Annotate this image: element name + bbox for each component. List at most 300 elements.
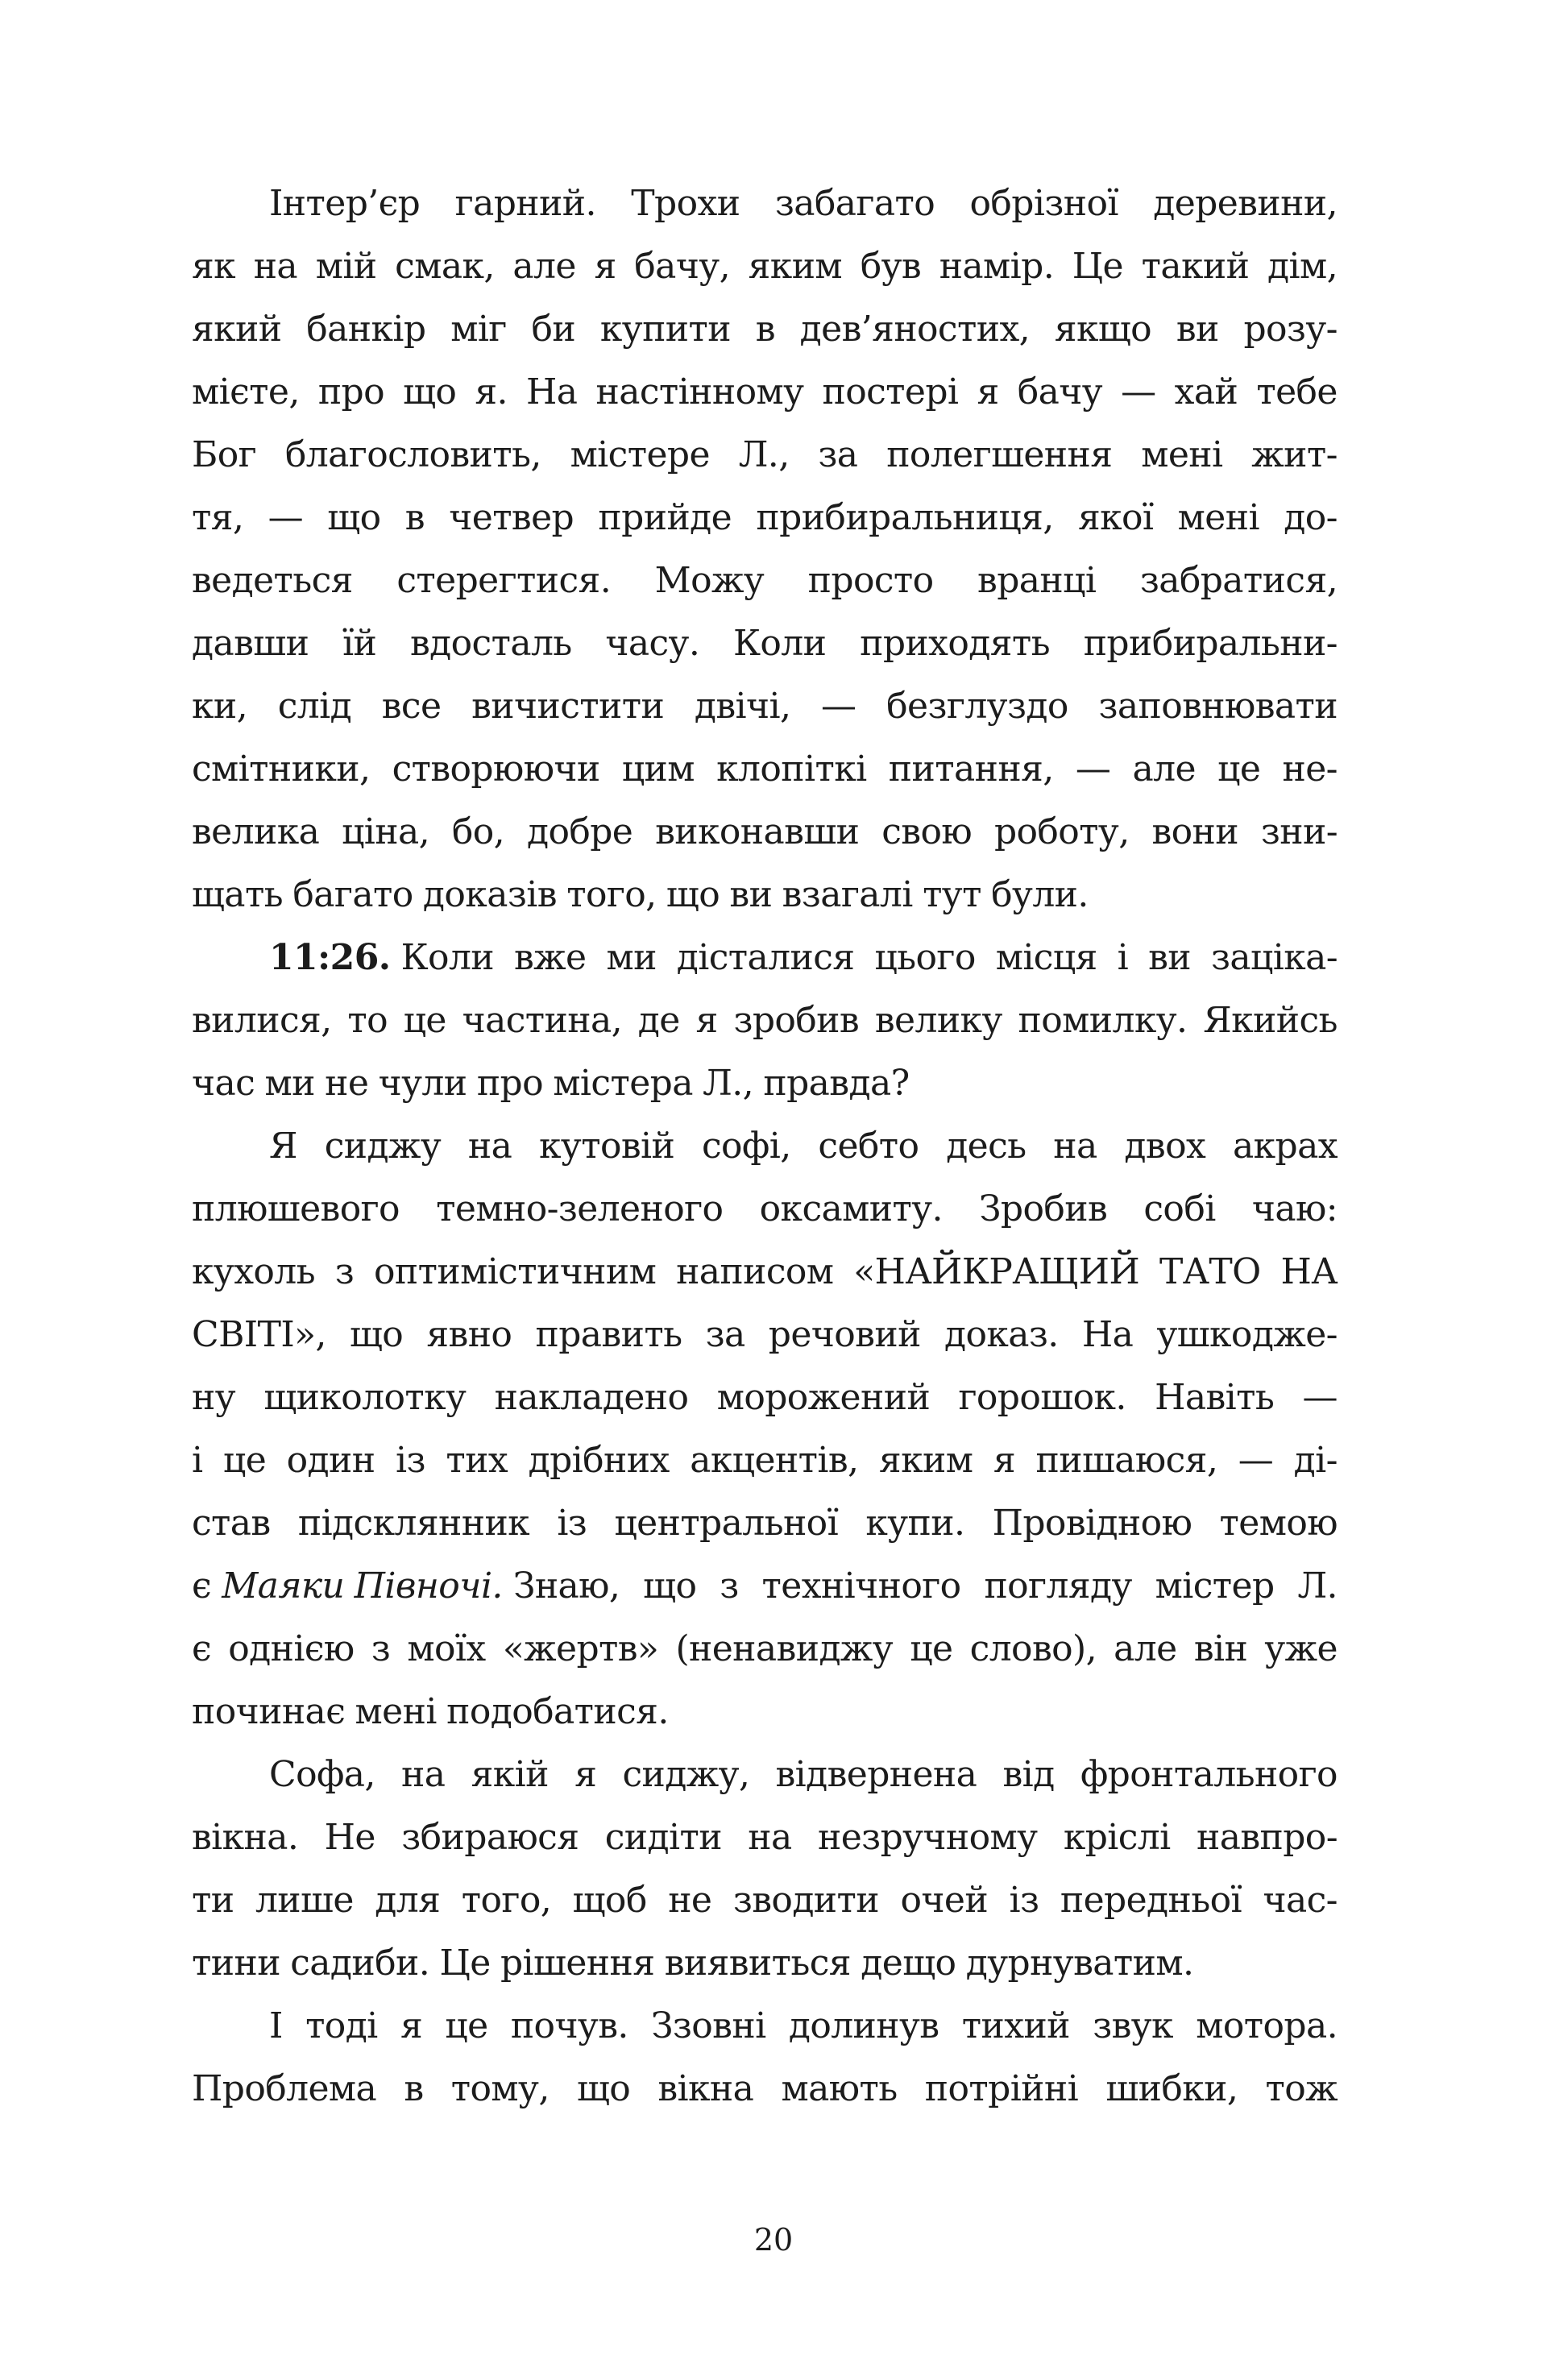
text-line [192,2058,1338,2121]
text-word: хай [1174,371,1238,413]
text-word: Я [269,1126,297,1167]
text-word: пишаюся, [1035,1440,1218,1481]
text-word: вичистити [471,686,665,727]
text-word: плюшевого [192,1188,400,1229]
text-word: двічі, [694,686,791,727]
text-word: велику [874,1000,1002,1041]
text-word: дещо [861,1943,956,1984]
text-word: темою [1219,1503,1338,1544]
text-word: але [512,246,576,287]
text-line [192,487,1338,549]
text-line [192,1618,1338,1681]
text-word: фронтального [1080,1754,1338,1795]
text-word: часу. [605,623,700,664]
text-word: зводити [732,1880,880,1921]
text-word: для [375,1880,441,1921]
text-word: я. [475,371,508,413]
text-word: він [1193,1628,1248,1669]
text-word: вилися, [192,1000,332,1041]
text-word: акцентів, [690,1440,859,1481]
text-word: тини [192,1943,280,1984]
text-word: Знаю, [513,1565,620,1607]
text-word: НА [1280,1251,1338,1292]
text-word: відвернена [775,1754,977,1795]
text-word: тут [923,874,981,915]
text-word: однією [228,1628,355,1669]
text-word: вранці [977,560,1097,601]
text-word: — [268,497,303,538]
text-word: за [705,1314,745,1355]
text-word: «НАЙКРАЩИЙ [853,1251,1140,1292]
text-word: Ззовні [651,2005,766,2046]
text-word: вже [514,937,587,978]
text-word: смак, [395,246,495,287]
text-line [192,675,1338,738]
text-word: в [404,497,425,538]
text-word: із [396,1440,425,1481]
text-word: не [668,1880,712,1921]
paragraph-3 [192,1115,1338,1744]
text-word: правда? [763,1063,910,1104]
text-word: розу- [1243,309,1338,350]
text-word: ви [1148,937,1192,978]
text-word: шибки, [1105,2068,1238,2109]
text-word: з [720,1565,739,1607]
text-word: зни- [1260,811,1338,852]
text-word: є [192,1628,212,1669]
text-word: містере [570,434,710,475]
text-word: просто [807,560,934,601]
text-line [192,1241,1338,1304]
text-word: що [576,2068,631,2109]
text-word: про [476,1063,543,1104]
text-word: починає [192,1691,346,1732]
text-word: навпро- [1196,1817,1338,1858]
text-word: моїх [407,1628,486,1669]
text-word: ведеться [192,560,353,601]
text-word: давши [192,623,309,664]
text-word: Бог [192,434,257,475]
text-word: Не [324,1817,375,1858]
text-word: містер [1155,1565,1275,1607]
text-word: Можу [654,560,765,601]
text-line [192,1932,1338,1995]
text-word: ти [192,1880,234,1921]
text-word: собі [1143,1188,1216,1229]
text-word: Зробив [979,1188,1108,1229]
text-word: мені [355,1691,437,1732]
text-word: але [1132,748,1196,790]
text-word: створюючи [392,748,600,790]
text-word: себто [818,1126,919,1167]
text-line [192,612,1338,675]
text-word: забратися, [1139,560,1338,601]
text-word: від [1002,1754,1055,1795]
text-word: речовий [768,1314,921,1355]
text-word: рішення [500,1943,655,1984]
text-word: ви [1176,309,1219,350]
text-word: прийде [598,497,732,538]
text-word: ми [606,937,657,978]
text-word: полегшення [886,434,1113,475]
text-word: де [637,1000,680,1041]
text-word: (ненавиджу [675,1628,894,1669]
text-word: якій [471,1754,549,1795]
text-line [192,361,1338,424]
text-word: настінному [595,371,804,413]
text-word: дев’яностих, [799,309,1031,350]
text-word: що [666,874,720,915]
text-word: На [526,371,578,413]
text-word: міг [450,309,507,350]
text-line [192,864,1338,927]
text-word: на [1053,1126,1097,1167]
text-word: долинув [788,2005,939,2046]
text-word: бачу, [634,246,730,287]
text-word: уже [1264,1628,1338,1669]
text-word: прибиральни- [1083,623,1338,664]
text-word: вікна. [192,1817,299,1858]
text-word: благословить, [284,434,541,475]
text-word: дісталися [676,937,855,978]
text-word: вікна [657,2068,754,2109]
paragraph-2 [192,927,1338,1115]
timestamp: 11:26. [269,937,391,978]
text-word: були. [991,874,1089,915]
text-word: морожений [716,1377,931,1418]
text-word: чули [378,1063,467,1104]
text-word: я [574,1754,597,1795]
text-line [192,298,1338,361]
text-word: прибиральниця, [756,497,1054,538]
text-word: я [400,2005,423,2046]
text-word: Л., [703,1063,754,1104]
text-word: сиджу, [622,1754,750,1795]
body-text [192,172,1338,2121]
text-word: явно [426,1314,512,1355]
text-word: ціна, [342,811,430,852]
text-word: це [223,1440,267,1481]
text-word: виявиться [664,1943,851,1984]
text-line [192,1869,1338,1932]
text-word: кріслі [1063,1817,1171,1858]
text-word: тому, [450,2068,550,2109]
text-word: гарний. [454,183,596,224]
text-word: заціка- [1211,937,1338,978]
text-word: чаю: [1251,1188,1338,1229]
text-word: того, [566,874,657,915]
text-line [192,1366,1338,1429]
text-line [192,1178,1338,1241]
text-word: на [253,246,298,287]
text-word: бачу [1017,371,1103,413]
text-word: такий [1141,246,1250,287]
text-word: на [748,1817,792,1858]
text-word: із [1009,1880,1039,1921]
text-word: Якийсь [1203,1000,1338,1041]
text-line [192,235,1338,298]
text-word: мені [1177,497,1259,538]
text-word: подобатися. [446,1691,669,1732]
text-word: погляду [984,1565,1132,1607]
text-word: десь [946,1126,1026,1167]
text-word: що [350,1314,404,1355]
text-word: Провідною [992,1503,1192,1544]
text-word: частина, [462,1000,623,1041]
text-word: із [557,1503,587,1544]
text-word: ТАТО [1159,1251,1261,1292]
paragraph-5 [192,1995,1338,2121]
text-word: постері [822,371,959,413]
text-word: клопіткі [716,748,867,790]
text-word: жит- [1251,434,1338,475]
text-word: час- [1263,1880,1338,1921]
text-word: на [467,1126,512,1167]
text-word: намір. [939,246,1055,287]
text-line [192,738,1338,801]
text-word: темно-зеленого [436,1188,724,1229]
text-word: — [1121,371,1156,413]
text-word: кухоль [192,1251,315,1292]
text-word: це [910,1628,953,1669]
text-line [192,1555,1338,1618]
text-word: — [1302,1377,1338,1418]
text-word: І [269,2005,283,2046]
text-word: я [993,1440,1016,1481]
text-word: є [192,1565,212,1607]
text-word: — [821,686,856,727]
text-word: дрібних [528,1440,670,1481]
text-word: тоді [305,2005,378,2046]
paragraph-4 [192,1744,1338,1995]
text-word: бо, [451,811,505,852]
text-word: в [404,2068,424,2109]
text-word: доказів [422,874,557,915]
text-word: Інтер’єр [269,183,421,224]
text-word: технічного [761,1565,961,1607]
text-word: щать [192,874,284,915]
text-word: на [401,1754,446,1795]
text-word: не [325,1063,369,1104]
text-word: тебе [1256,371,1338,413]
text-word: Коли [400,937,495,978]
text-word: яким [748,246,843,287]
text-word: обрізної [969,183,1118,224]
text-word: горошок. [958,1377,1126,1418]
text-word: якої [1077,497,1154,538]
text-word: тож [1265,2068,1338,2109]
text-word: сиджу [324,1126,442,1167]
text-line [192,1304,1338,1366]
text-line [192,424,1338,487]
text-word: очей [900,1880,989,1921]
text-word: ну [192,1377,236,1418]
text-word: не- [1282,748,1338,790]
text-word: в [755,309,775,350]
text-word: добре [526,811,633,852]
text-word: Це [439,1943,491,1984]
text-word: з [371,1628,391,1669]
text-word: підсклянник [297,1503,530,1544]
text-word: свою [881,811,973,852]
text-word: до- [1284,497,1338,538]
italic-title: Маяки Півночі. [222,1565,503,1607]
text-word: їй [342,623,377,664]
text-word: то [347,1000,388,1041]
text-word: ви [729,874,773,915]
text-word: вони [1151,811,1238,852]
text-word: з [334,1251,355,1292]
text-word: ми [264,1063,315,1104]
text-word: СВІТІ», [192,1314,326,1355]
text-word: центральної [614,1503,839,1544]
text-word: звук [1093,2005,1173,2046]
text-word: велика [192,811,320,852]
text-word: місця [995,937,1097,978]
text-word: ушкодже- [1156,1314,1338,1355]
text-word: якщо [1054,309,1152,350]
text-line-rest [503,1555,1338,1618]
text-word: смітники, [192,748,371,790]
text-word: містера [553,1063,693,1104]
text-word: незручному [818,1817,1038,1858]
text-word: софі, [702,1126,791,1167]
text-word: доказ. [944,1314,1059,1355]
text-line [192,1744,1338,1806]
text-word: забагато [774,183,935,224]
text-word: був [860,246,922,287]
text-line [192,1052,1338,1115]
text-word: ки, [192,686,248,727]
text-word: щиколотку [263,1377,467,1418]
text-word: править [535,1314,682,1355]
text-word: виконавши [655,811,860,852]
text-word: мієте, [192,371,300,413]
text-line-rest [390,927,1338,989]
text-word: збираюся [401,1817,579,1858]
text-word: Проблема [192,2068,377,2109]
text-word: питання, [888,748,1054,790]
text-word: я [977,371,999,413]
text-word: цим [621,748,695,790]
text-word: цього [874,937,976,978]
text-word: тихий [961,2005,1070,2046]
text-word: взагалі [782,874,913,915]
text-word: тих [446,1440,508,1481]
text-word: Софа, [269,1754,375,1795]
text-word: який [192,309,282,350]
text-line [192,1681,1338,1744]
text-word: що [403,371,457,413]
text-word: Коли [732,623,827,664]
text-word: що [643,1565,697,1607]
text-word: мій [315,246,377,287]
text-word: тя, [192,497,244,538]
text-word: Навіть [1155,1377,1275,1418]
text-word: садиби. [290,1943,430,1984]
text-word: час [192,1063,255,1104]
text-word: безглуздо [886,686,1068,727]
text-word: заповнювати [1098,686,1338,727]
text-word: це [1217,748,1261,790]
text-word: — [1238,1440,1274,1481]
text-word: Це [1072,246,1123,287]
text-word: це [445,2005,488,2046]
text-word: двох [1124,1126,1206,1167]
text-line [192,1492,1338,1555]
text-word: все [381,686,442,727]
text-word: яким [878,1440,973,1481]
text-word: зробив [733,1000,860,1041]
text-word: лише [255,1880,354,1921]
text-word: багато [292,874,413,915]
text-line [192,1995,1338,2058]
text-word: кутовій [539,1126,675,1167]
text-word: купи. [865,1503,965,1544]
paragraph-1 [192,172,1338,927]
text-word: Л., [738,434,790,475]
text-word: На [1081,1314,1134,1355]
text-line [192,801,1338,864]
text-word: слід [277,686,352,727]
text-word: потрійні [924,2068,1079,2109]
text-line [192,549,1338,612]
text-line [192,1429,1338,1492]
text-word: банкір [306,309,426,350]
text-word: Трохи [631,183,740,224]
text-word: того, [461,1880,552,1921]
text-word: оптимістичним [374,1251,657,1292]
text-word: написом [676,1251,834,1292]
text-word: «жертв» [502,1628,659,1669]
text-word: вдосталь [409,623,572,664]
text-word: дім, [1267,246,1338,287]
text-word: оксамиту. [759,1188,943,1229]
text-word: приходять [860,623,1050,664]
text-word: ді- [1293,1440,1338,1481]
text-word: акрах [1232,1126,1338,1167]
text-word: це [403,1000,446,1041]
text-word: — [1075,748,1111,790]
text-line [192,1806,1338,1869]
text-word: за [818,434,858,475]
text-word: почув. [510,2005,628,2046]
text-word: дурнуватим. [965,1943,1194,1984]
text-word: роботу, [993,811,1130,852]
text-word: би [531,309,576,350]
text-word: щоб [572,1880,647,1921]
text-line [192,989,1338,1052]
text-word: я [695,1000,718,1041]
text-word: четвер [449,497,574,538]
text-word: накладено [494,1377,689,1418]
text-word: але [1114,1628,1177,1669]
text-word: мені [1141,434,1223,475]
text-line [192,1115,1338,1178]
text-word: як [192,246,236,287]
text-word: деревини, [1153,183,1338,224]
text-word: і [192,1440,203,1481]
text-line [192,172,1338,235]
text-word: купити [599,309,731,350]
text-word: передньої [1060,1880,1242,1921]
text-line [192,927,1338,989]
text-word: помилку. [1018,1000,1188,1041]
text-word: слово), [969,1628,1097,1669]
text-word: і [1117,937,1129,978]
text-word: мають [781,2068,898,2109]
text-word: про [317,371,384,413]
